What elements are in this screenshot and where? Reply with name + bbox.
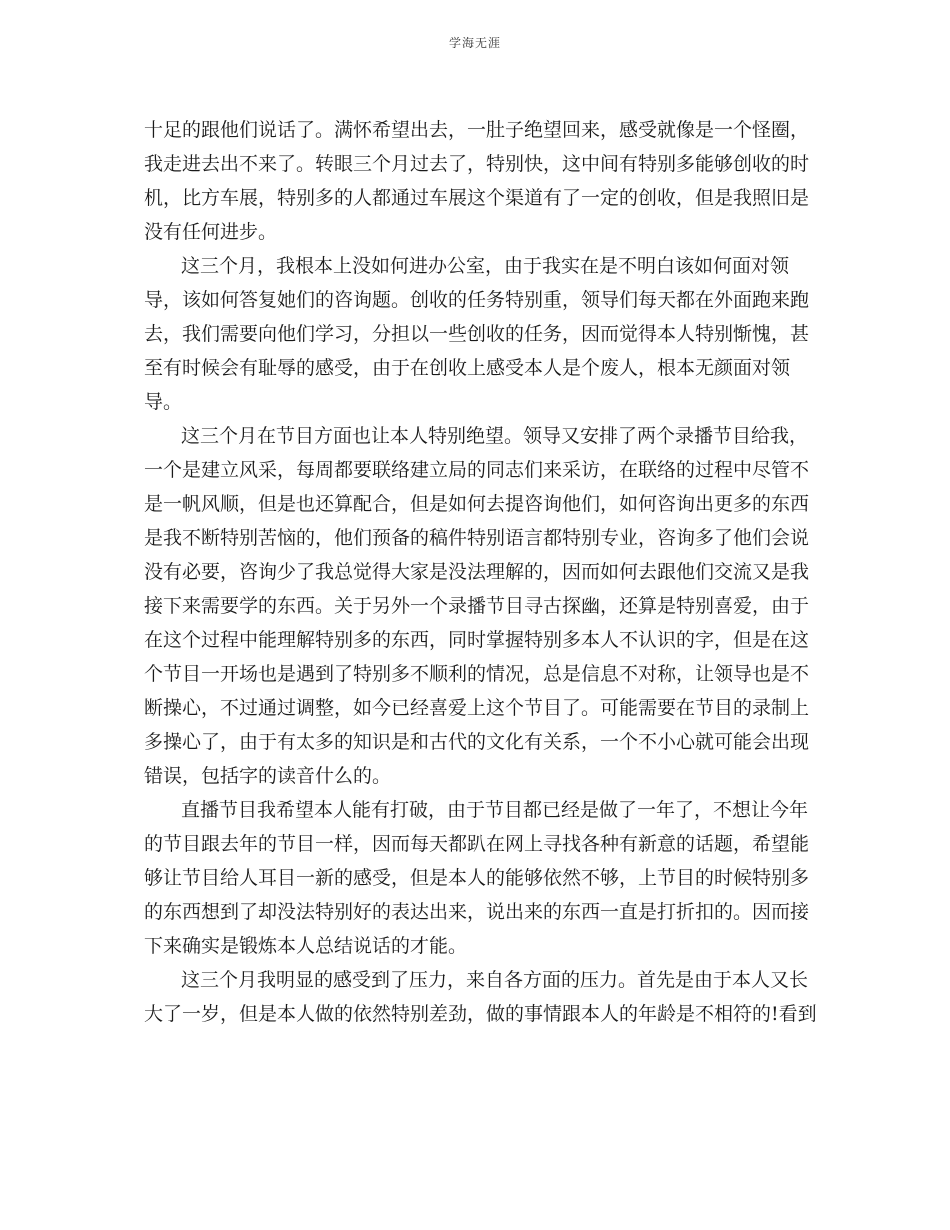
text-line: 至有时候会有耻辱的感受，由于在创收上感受本人是个废人，根本无颜面对领 <box>144 357 791 379</box>
text-line: 接下来需要学的东西。关于另外一个录播节目寻古探幽，还算是特别喜爱，由于 <box>144 595 810 617</box>
text-line: 一个是建立风采，每周都要联络建立局的同志们来采访，在联络的过程中尽管不 <box>144 459 810 481</box>
text-line: 去，我们需要向他们学习，分担以一些创收的任务，因而觉得本人特别惭愧，甚 <box>144 323 810 345</box>
text-line: 没有必要，咨询少了我总觉得大家是没法理解的，因而如何去跟他们交流又是我 <box>144 561 810 583</box>
text-line: 没有任何进步。 <box>144 221 278 243</box>
text-line: 够让节目给人耳目一新的感受，但是本人的能够依然不够，上节目的时候特别多 <box>144 867 810 889</box>
text-line: 多操心了，由于有太多的知识是和古代的文化有关系，一个不小心就可能会出现 <box>144 731 810 753</box>
text-line: 导，该如何答复她们的咨询题。创收的任务特别重，领导们每天都在外面跑来跑 <box>144 289 810 311</box>
text-line: 是一帆风顺，但是也还算配合，但是如何去提咨询他们，如何咨询出更多的东西 <box>144 493 810 515</box>
page-header: 学海无涯 <box>448 36 501 50</box>
text-line: 个节目一开场也是遇到了特别多不顺利的情况，总是信息不对称，让领导也是不 <box>144 663 810 685</box>
document-body <box>144 113 817 1031</box>
text-line: 这三个月我明显的感受到了压力，来自各方面的压力。首先是由于本人又长 <box>181 969 809 991</box>
text-line: 大了一岁，但是本人做的依然特别差劲，做的事情跟本人的年龄是不相符的!看到 <box>144 1003 817 1025</box>
paragraph <box>144 249 814 419</box>
text-line: 这三个月在节目方面也让本人特别绝望。领导又安排了两个录播节目给我， <box>181 425 809 447</box>
paragraph <box>144 419 814 793</box>
text-line: 十足的跟他们说话了。满怀希望出去，一肚子绝望回来，感受就像是一个怪圈， <box>144 119 810 141</box>
paragraph <box>144 113 814 249</box>
text-line: 我走进去出不来了。转眼三个月过去了，特别快，这中间有特别多能够创收的时 <box>144 153 810 175</box>
text-line: 断操心，不过通过调整，如今已经喜爱上这个节目了。可能需要在节目的录制上 <box>144 697 810 719</box>
text-line: 直播节目我希望本人能有打破，由于节目都已经是做了一年了，不想让今年 <box>181 799 809 821</box>
text-line: 在这个过程中能理解特别多的东西，同时掌握特别多本人不认识的字，但是在这 <box>144 629 810 651</box>
text-line: 是我不断特别苦恼的，他们预备的稿件特别语言都特别专业，咨询多了他们会说 <box>144 527 810 549</box>
text-line: 下来确实是锻炼本人总结说话的才能。 <box>144 935 468 957</box>
text-line: 的节目跟去年的节目一样，因而每天都趴在网上寻找各种有新意的话题，希望能 <box>144 833 810 855</box>
text-line: 错误，包括字的读音什么的。 <box>144 765 392 787</box>
paragraph <box>144 963 817 1031</box>
text-line: 导。 <box>144 391 183 413</box>
paragraph <box>144 793 814 963</box>
text-line: 这三个月，我根本上没如何进办公室，由于我实在是不明白该如何面对领 <box>181 255 790 277</box>
text-line: 机，比方车展，特别多的人都通过车展这个渠道有了一定的创收，但是我照旧是 <box>144 187 810 209</box>
text-line: 的东西想到了却没法特别好的表达出来，说出来的东西一直是打折扣的。因而接 <box>144 901 810 923</box>
